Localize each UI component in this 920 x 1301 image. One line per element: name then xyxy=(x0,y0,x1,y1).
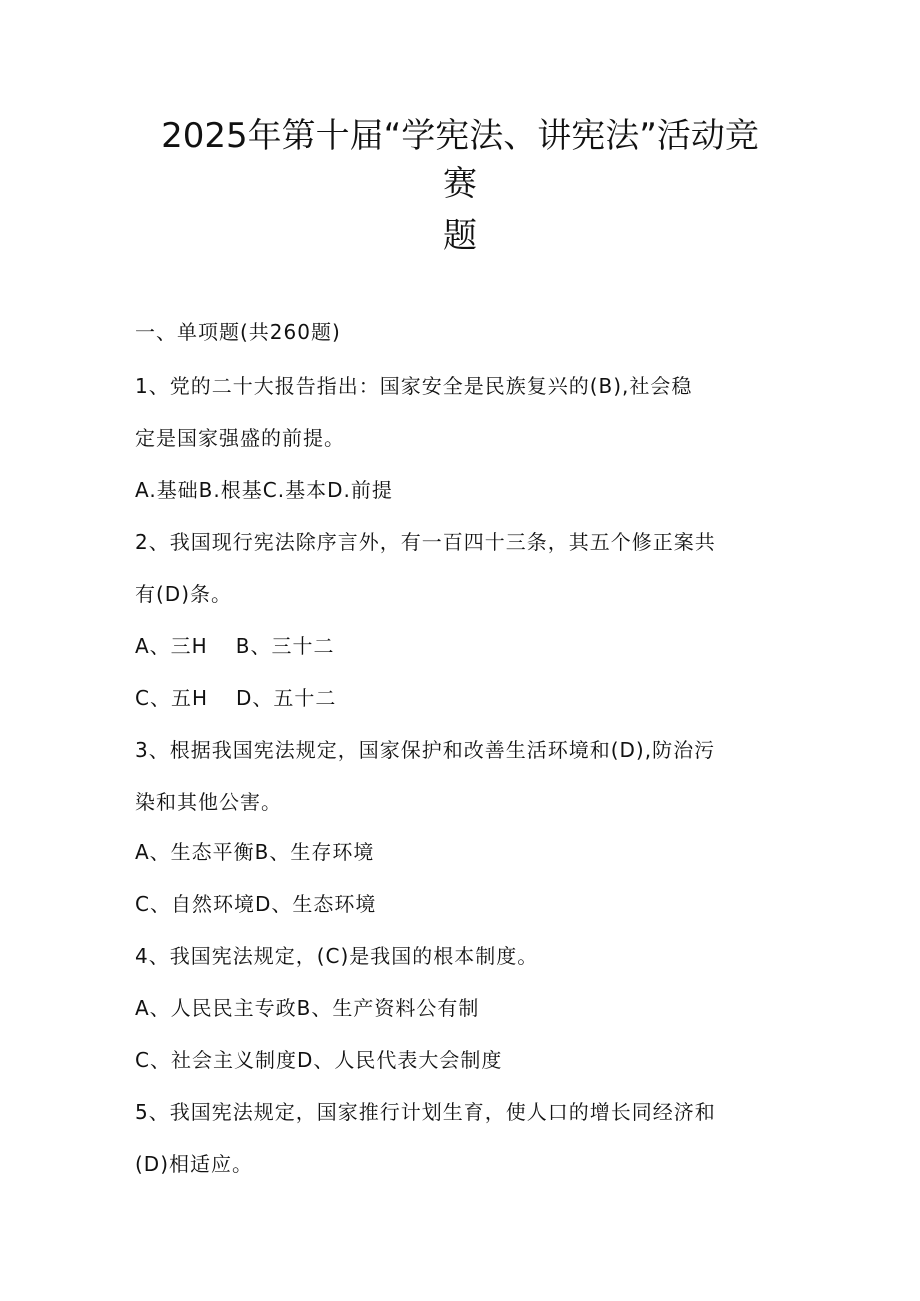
document-title-line-2: 赛 xyxy=(443,164,477,204)
question-2-option-b: B、三十二 xyxy=(235,634,335,658)
document-title-line-1: 2025年第十届“学宪法、讲宪法”活动竞 xyxy=(161,116,759,156)
question-3-text-cont: 染和其他公害。 xyxy=(135,790,282,814)
question-4-text: 4、我国宪法规定，(C)是我国的根本制度。 xyxy=(135,944,539,968)
section-heading: 一、单项题(共260题) xyxy=(135,320,341,344)
question-2-text: 2、我国现行宪法除序言外，有一百四十三条，其五个修正案共 xyxy=(135,530,716,554)
question-2-options-ab xyxy=(135,632,334,660)
document-title-line-3: 题 xyxy=(443,216,477,256)
question-2-option-a: A、三H xyxy=(135,634,208,658)
question-3-text: 3、根据我国宪法规定，国家保护和改善生活环境和(D),防治污 xyxy=(135,738,716,762)
question-4-options-cd: C、社会主义制度D、人民代表大会制度 xyxy=(135,1048,503,1072)
question-2-options-cd xyxy=(135,684,336,712)
question-2-option-c: C、五H xyxy=(135,686,209,710)
question-1-text: 1、党的二十大报告指出：国家安全是民族复兴的(B),社会稳 xyxy=(135,374,693,398)
question-3-options-cd: C、自然环境D、生态环境 xyxy=(135,892,377,916)
question-3-options-ab: A、生态平衡B、生存环境 xyxy=(135,840,375,864)
question-2-text-cont: 有(D)条。 xyxy=(135,582,233,606)
question-1-text-cont: 定是国家强盛的前提。 xyxy=(135,426,345,450)
question-1-options: A.基础B.根基C.基本D.前提 xyxy=(135,478,393,502)
question-5-text-cont: (D)相适应。 xyxy=(135,1152,254,1176)
question-4-options-ab: A、人民民主专政B、生产资料公有制 xyxy=(135,996,480,1020)
question-5-text: 5、我国宪法规定，国家推行计划生育，使人口的增长同经济和 xyxy=(135,1100,716,1124)
question-2-option-d: D、五十二 xyxy=(236,686,337,710)
